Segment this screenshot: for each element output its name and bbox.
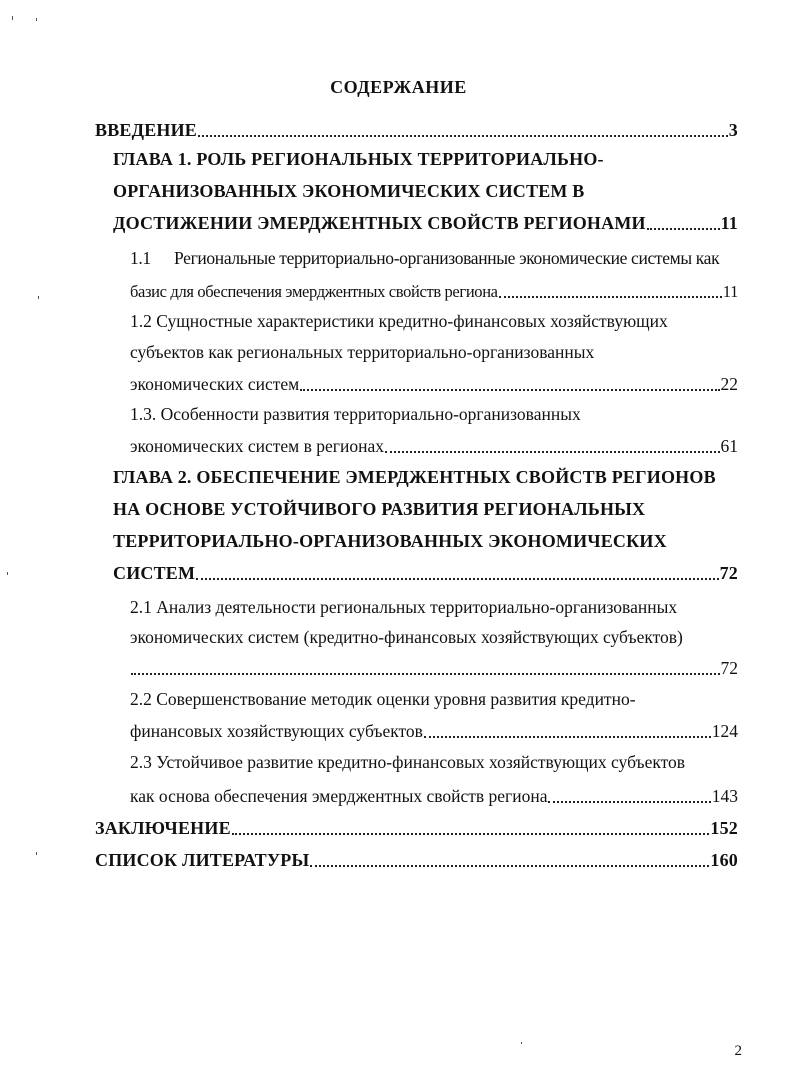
- toc-entry-line: НА ОСНОВЕ УСТОЙЧИВОГО РАЗВИТИЯ РЕГИОНАЛЬНЫХ: [113, 499, 646, 519]
- dot-leader: [131, 672, 720, 675]
- scan-speck: [36, 18, 37, 21]
- toc-page-number: 72: [720, 658, 738, 678]
- scan-speck: [7, 572, 8, 575]
- toc-entry-references[interactable]: [95, 847, 738, 871]
- toc-entry-label: СПИСОК ЛИТЕРАТУРЫ: [95, 850, 310, 870]
- dot-leader: [548, 800, 710, 803]
- toc-entry-label: экономических систем в регионах: [130, 436, 384, 456]
- toc-page-number: 22: [720, 374, 738, 394]
- toc-entry-line: 1.3. Особенности развития территориально-организованных: [130, 404, 581, 424]
- toc-page-number: 152: [710, 818, 738, 838]
- dot-leader: [647, 227, 720, 230]
- toc-entry-label: экономических систем: [130, 374, 300, 394]
- dot-leader: [424, 735, 711, 738]
- toc-entry-label: ДОСТИЖЕНИИ ЭМЕРДЖЕНТНЫХ СВОЙСТВ РЕГИОНАМИ: [113, 213, 646, 233]
- toc-page-number: 11: [722, 282, 738, 301]
- dot-leader: [198, 134, 728, 137]
- toc-entry-line: 1.2 Сущностные характеристики кредитно-финансовых хозяйствующих: [130, 311, 668, 331]
- toc-page-number: 72: [719, 563, 738, 583]
- toc-entry-line: ОРГАНИЗОВАННЫХ ЭКОНОМИЧЕСКИХ СИСТЕМ В: [113, 181, 585, 201]
- toc-entry-last-line: [113, 210, 738, 234]
- toc-entry-line: субъектов как региональных территориально-организованных: [130, 342, 595, 362]
- dot-leader: [385, 450, 720, 453]
- toc-entry-line: ГЛАВА 2. ОБЕСПЕЧЕНИЕ ЭМЕРДЖЕНТНЫХ СВОЙСТВ РЕГИОНОВ: [113, 467, 716, 487]
- toc-entry-line: ГЛАВА 1. РОЛЬ РЕГИОНАЛЬНЫХ ТЕРРИТОРИАЛЬНО-: [113, 149, 604, 169]
- toc-entry-intro[interactable]: [95, 117, 738, 141]
- toc-entry-last-line: [130, 655, 738, 679]
- toc-entry-line: [130, 248, 719, 269]
- scan-speck: [36, 852, 37, 855]
- toc-entry-last-line: [130, 783, 738, 807]
- toc-entry-last-line: [113, 560, 738, 584]
- toc-page-number: 3: [728, 120, 738, 140]
- toc-entry-label: базис для обеспечения эмерджентных свойств региона: [130, 282, 498, 301]
- section-number: 1.1: [130, 248, 151, 268]
- toc-entry-conclusion[interactable]: [95, 815, 738, 839]
- scan-speck: [38, 296, 39, 299]
- section-title: Региональные территориально-организованные экономические системы как: [174, 248, 720, 268]
- toc-entry-line: 2.2 Совершенствование методик оценки уровня развития кредитно-: [130, 689, 636, 709]
- dot-leader: [300, 388, 719, 391]
- toc-page-number: 143: [711, 786, 738, 806]
- toc-entry-last-line: [130, 433, 738, 457]
- toc-entry-last-line: [130, 278, 738, 302]
- toc-entry-label: ВВЕДЕНИЕ: [95, 120, 198, 140]
- scan-speck: [12, 16, 13, 20]
- dot-leader: [310, 864, 709, 867]
- scan-speck: [521, 1042, 522, 1044]
- toc-entry-line: ТЕРРИТОРИАЛЬНО-ОРГАНИЗОВАННЫХ ЭКОНОМИЧЕСКИХ: [113, 531, 667, 551]
- page-title: СОДЕРЖАНИЕ: [330, 77, 467, 97]
- toc-entry-label: ЗАКЛЮЧЕНИЕ: [95, 818, 231, 838]
- toc-entry-last-line: [130, 371, 738, 395]
- toc-page-number: 61: [720, 436, 738, 456]
- toc-page-number: 160: [710, 850, 738, 870]
- toc-page-number: 124: [711, 721, 738, 741]
- toc-entry-last-line: [130, 718, 738, 742]
- toc-entry-line: 2.1 Анализ деятельности региональных территориально-организованных: [130, 597, 678, 617]
- page-number: 2: [734, 1043, 742, 1059]
- toc-entry-label: финансовых хозяйствующих субъектов: [130, 721, 423, 741]
- toc-entry-label: СИСТЕМ: [113, 563, 196, 583]
- toc-page-number: 11: [720, 213, 738, 233]
- dot-leader: [196, 577, 718, 580]
- dot-leader: [232, 832, 710, 835]
- dot-leader: [499, 295, 722, 298]
- toc-entry-label: как основа обеспечения эмерджентных свойств региона: [130, 786, 548, 806]
- toc-entry-line: 2.3 Устойчивое развитие кредитно-финансовых хозяйствующих субъектов: [130, 752, 686, 772]
- toc-entry-line: экономических систем (кредитно-финансовых хозяйствующих субъектов): [130, 627, 683, 647]
